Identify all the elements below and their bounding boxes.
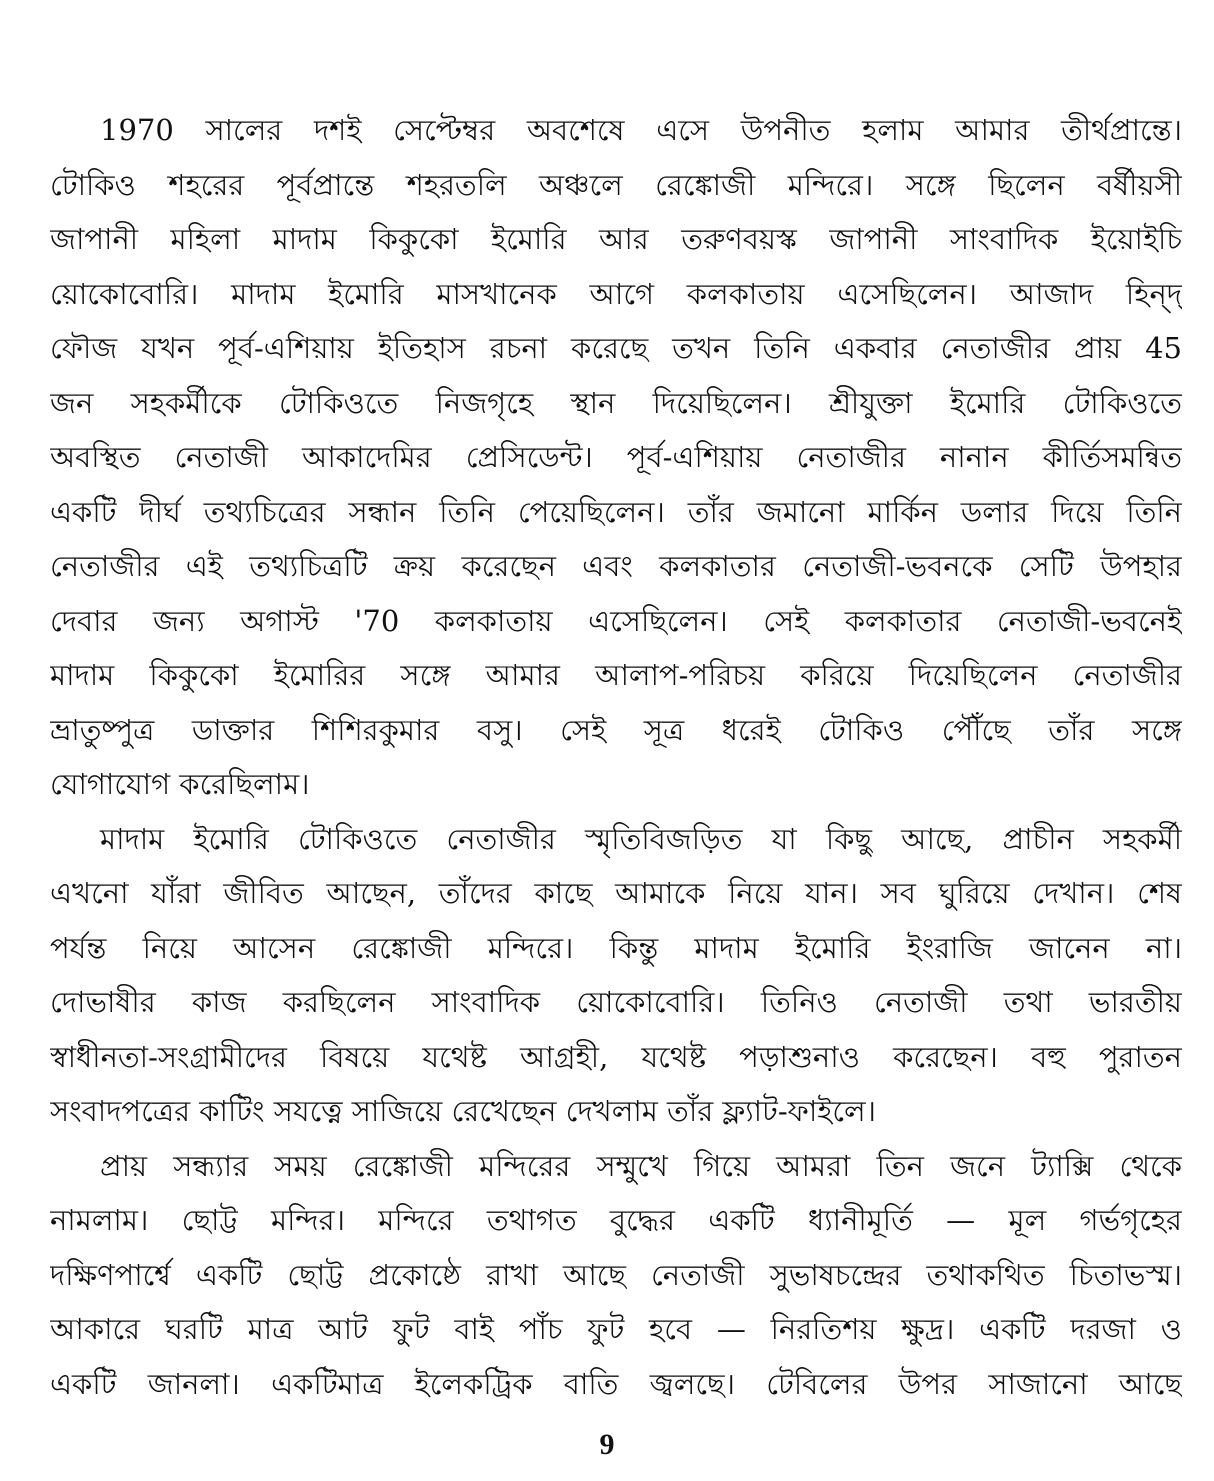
text-line: মাদাম ইমোরি টোকিওতে নেতাজীর স্মৃতিবিজড়িত যা কিছু আছে, প্রাচীন সহকর্মী (100, 821, 1182, 856)
text-line: যোগাযোগ করেছিলাম। (50, 767, 310, 801)
text-line: জাপানী মহিলা মাদাম কিকুকো ইমোরি আর তরুণবয়স্ক জাপানী সাংবাদিক ইয়োইচি (50, 222, 1182, 256)
text-line: দক্ষিণপার্শ্বে একটি ছোট্ট প্রকোষ্ঠে রাখা আছে নেতাজী সুভাষচন্দ্রের তথাকথিত চিতাভস্ম। (50, 1257, 1182, 1292)
text-line: ভ্রাতুষ্পুত্র ডাক্তার শিশিরকুমার বসু। সেই সূত্র ধরেই টোকিও পৌঁছে তাঁর সঙ্গে (50, 712, 1182, 747)
text-line: প্রায় সন্ধ্যার সময় রেঙ্কোজী মন্দিরের সম্মুখে গিয়ে আমরা তিন জনে ট্যাক্সি থেকে (100, 1148, 1182, 1183)
text-line: টোকিও শহরের পূর্বপ্রান্তে শহরতলি অঞ্চলে রেঙ্কোজী মন্দিরে। সঙ্গে ছিলেন বর্ষীয়সী (50, 167, 1182, 202)
paragraph (50, 812, 1182, 1139)
text-line: একটি দীর্ঘ তথ্যচিত্রের সন্ধান তিনি পেয়েছিলেন। তাঁর জমানো মার্কিন ডলার দিয়ে তিনি (50, 494, 1182, 529)
text-line: 1970 সালের দশই সেপ্টেম্বর অবশেষে এসে উপনীত হলাম আমার তীর্থপ্রান্তে। (100, 113, 1182, 147)
text-line: মাদাম কিকুকো ইমোরির সঙ্গে আমার আলাপ-পরিচয় করিয়ে দিয়েছিলেন নেতাজীর (50, 658, 1182, 692)
text-line: এখনো যাঁরা জীবিত আছেন, তাঁদের কাছে আমাকে নিয়ে যান। সব ঘুরিয়ে দেখান। শেষ (50, 876, 1182, 910)
text-line: স্বাধীনতা-সংগ্রামীদের বিষয়ে যথেষ্ট আগ্রহী, যথেষ্ট পড়াশুনাও করেছেন। বহু পুরাতন (50, 1039, 1182, 1074)
paragraph (50, 1139, 1182, 1412)
text-line: জন সহকর্মীকে টোকিওতে নিজগৃহে স্থান দিয়েছিলেন। শ্রীযুক্তা ইমোরি টোকিওতে (50, 385, 1182, 420)
text-line: সংবাদপত্রের কাটিং সযত্নে সাজিয়ে রেখেছেন দেখলাম তাঁর ফ্ল্যাট-ফাইলে। (50, 1094, 876, 1128)
text-line: পর্যন্ত নিয়ে আসেন রেঙ্কোজী মন্দিরে। কিন্তু মাদাম ইমোরি ইংরাজি জানেন না। (50, 930, 1182, 965)
paragraph (50, 103, 1182, 812)
text-line: আকারে ঘরটি মাত্র আট ফুট বাই পাঁচ ফুট হবে — নিরতিশয় ক্ষুদ্র। একটি দরজা ও (50, 1312, 1182, 1346)
text-line: দোভাষীর কাজ করছিলেন সাংবাদিক য়োকোবোরি। তিনিও নেতাজী তথা ভারতীয় (50, 985, 1182, 1019)
text-line: য়োকোবোরি। মাদাম ইমোরি মাসখানেক আগে কলকাতায় এসেছিলেন। আজাদ হিন্দ্ (50, 276, 1182, 311)
page-number: 9 (599, 1428, 615, 1461)
text-line: দেবার জন্য অগাস্ট '70 কলকাতায় এসেছিলেন। সেই কলকাতার নেতাজী-ভবনেই (50, 603, 1182, 638)
text-line: অবস্থিত নেতাজী আকাদেমির প্রেসিডেন্ট। পূর্ব-এশিয়ায় নেতাজীর নানান কীর্তিসমন্বিত (50, 440, 1182, 474)
text-line: নেতাজীর এই তথ্যচিত্রটি ক্রয় করেছেন এবং কলকাতার নেতাজী-ভবনকে সেটি উপহার (50, 549, 1182, 583)
text-line: নামলাম। ছোট্ট মন্দির। মন্দিরে তথাগত বুদ্ধের একটি ধ্যানীমূর্তি — মূল গর্ভগৃহের (50, 1203, 1182, 1237)
text-line: একটি জানলা। একটিমাত্র ইলেকট্রিক বাতি জ্বলছে। টেবিলের উপর সাজানো আছে (50, 1366, 1182, 1401)
body-text (50, 103, 1182, 1411)
text-line: ফৌজ যখন পূর্ব-এশিয়ায় ইতিহাস রচনা করেছে তখন তিনি একবার নেতাজীর প্রায় 45 (50, 331, 1182, 365)
